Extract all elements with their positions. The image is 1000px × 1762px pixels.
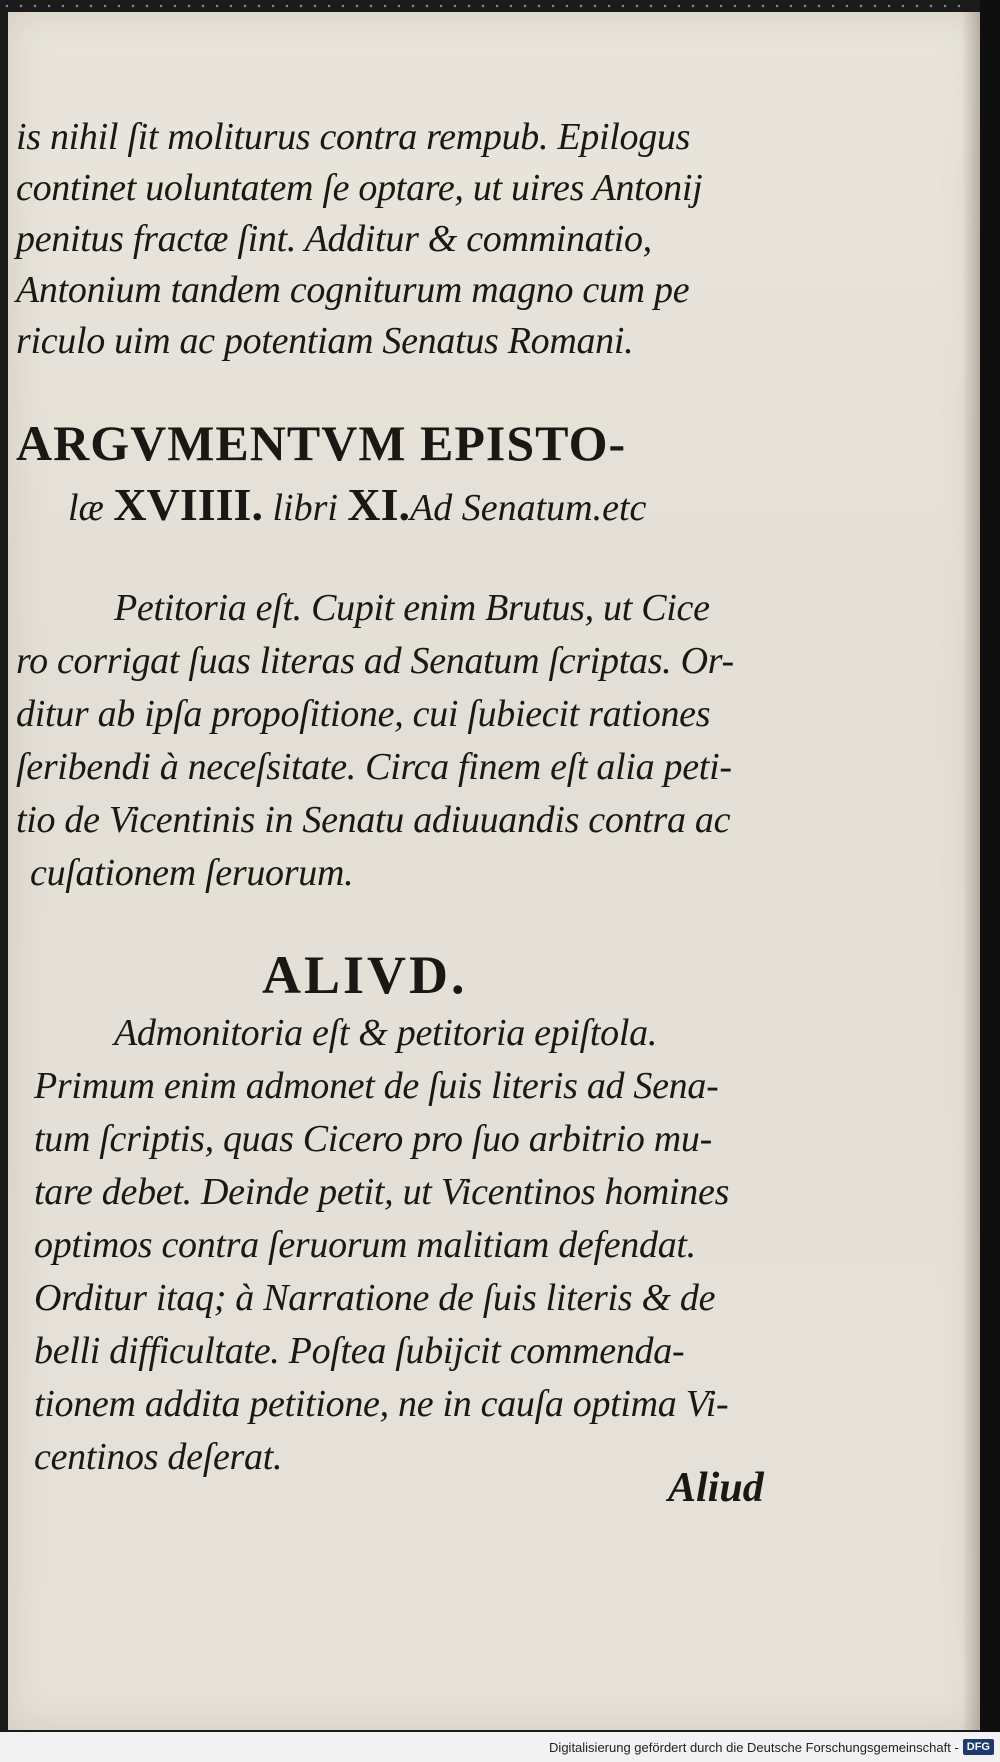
section-subheading	[68, 478, 768, 531]
paragraph-petitoria	[16, 582, 756, 900]
top-dotted-edge	[0, 4, 960, 8]
subheading-epistle-number: XVIIII.	[113, 479, 263, 530]
digitization-footer	[0, 1732, 1000, 1762]
paragraph-admonitoria	[16, 1007, 756, 1484]
book-page	[8, 12, 980, 1730]
page-gutter-shadow	[962, 12, 980, 1730]
text-line: riculo uim ac potentiam Senatus Romani.	[16, 320, 634, 362]
text-line: Petitoria eſt. Cupit enim Brutus, ut Cice	[114, 587, 710, 629]
subheading-book-number: XI.	[347, 479, 411, 530]
text-line: Orditur itaq; à Narratione de ſuis literis & de	[34, 1277, 716, 1319]
text-line: tare debet. Deinde petit, ut Vicentinos homines	[34, 1171, 730, 1213]
text-line: ſeribendi à neceſsitate. Circa finem eſt alia peti-	[16, 746, 732, 788]
text-line: Admonitoria eſt & petitoria epiſtola.	[114, 1012, 658, 1054]
text-line: ro corrigat ſuas literas ad Senatum ſcriptas. Or-	[16, 640, 734, 682]
text-line: tum ſcriptis, quas Cicero pro ſuo arbitrio mu-	[34, 1118, 712, 1160]
subheading-prefix: læ	[68, 487, 104, 529]
subheading-libri: libri	[272, 487, 338, 529]
text-line: tionem addita petitione, ne in cauſa optima Vi-	[34, 1383, 729, 1425]
text-line: belli difficultate. Poſtea ſubijcit commenda-	[34, 1330, 685, 1372]
text-line: is nihil ſit moliturus contra rempub. Epilogus	[16, 116, 691, 158]
text-line: Primum enim admonet de ſuis literis ad Sena-	[34, 1065, 719, 1107]
catchword: Aliud	[668, 1465, 764, 1511]
text-line: continet uoluntatem ſe optare, ut uires Antonij	[16, 167, 703, 209]
book-spine-edge	[980, 0, 1000, 1762]
section-heading-argumentum: ARGVMENTVM EPISTO-	[16, 415, 627, 471]
paragraph-epilogue	[16, 112, 756, 367]
text-line: cuſationem ſeruorum.	[30, 852, 354, 894]
subheading-suffix: Ad Senatum.etc	[410, 487, 647, 529]
text-line: ditur ab ipſa propoſitione, cui ſubiecit rationes	[16, 693, 711, 735]
footer-credit-text: Digitalisierung gefördert durch die Deutsche Forschungsgemeinschaft -	[549, 1739, 959, 1755]
text-line: centinos deſerat.	[34, 1436, 283, 1478]
text-line: Antonium tandem cogniturum magno cum pe	[16, 269, 690, 311]
text-line: tio de Vicentinis in Senatu adiuuandis contra ac	[16, 799, 731, 841]
section-heading-aliud: ALIVD.	[262, 945, 468, 1005]
dfg-logo: DFG	[963, 1739, 994, 1755]
text-line: penitus fractæ ſint. Additur & comminatio,	[16, 218, 652, 260]
text-line: optimos contra ſeruorum malitiam defendat.	[34, 1224, 696, 1266]
